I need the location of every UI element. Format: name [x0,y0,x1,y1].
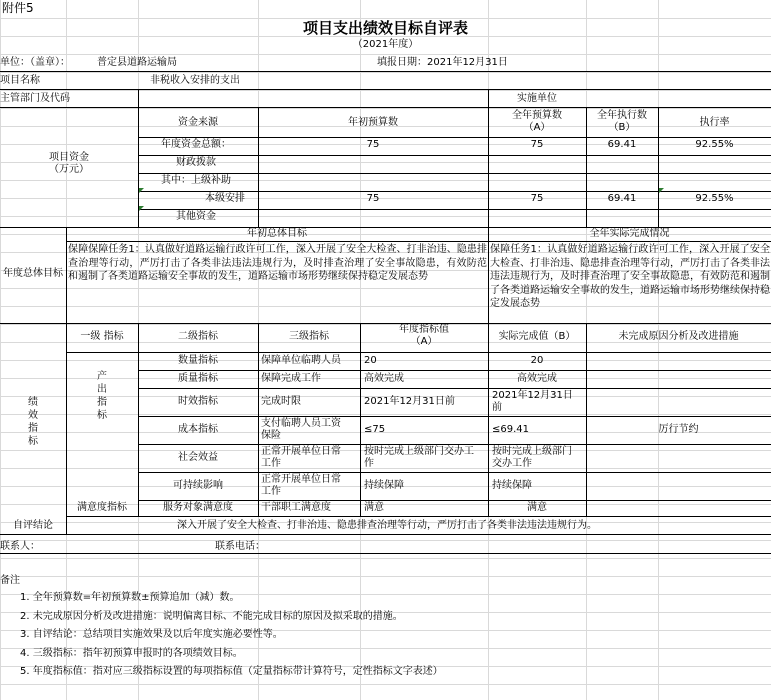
conclusion-label: 自评结论 [13,520,53,531]
fund-row-initial: 75 [366,139,380,150]
indicator-level2: 社会效益 [178,452,218,463]
indicator-level3: 保障完成工作 [261,373,321,384]
indicator-actual: 高效完成 [517,373,557,384]
goals-planned-header: 年初总体目标 [247,228,307,239]
fund-row-name: 其中：上级补助 [161,175,231,186]
dept-label: 主管部门及代码 [0,93,70,104]
impl-unit-label: 实施单位 [517,93,557,104]
indicator-target: 满意 [364,502,384,513]
ind-h-reason: 未完成原因分析及改进措施 [618,331,739,342]
goals-actual-header: 全年实际完成情况 [589,228,670,239]
fund-row-full: 75 [530,139,544,150]
project-name-value: 非税收入安排的支出 [150,75,240,86]
indicator-level2: 时效指标 [178,396,218,407]
ind-h-actual: 实际完成值（B） [498,331,576,342]
year-label: （2021年度） [352,39,419,50]
note-item: 4. 三级指标：指年初预算申报时的各项绩效目标。 [20,648,243,659]
indicator-actual: 满意 [527,502,547,513]
fund-row-initial: 75 [366,193,380,204]
indicator-level2: 服务对象满意度 [163,502,233,513]
ind-h-level3: 三级指标 [289,331,329,342]
indicator-level2: 数量指标 [178,355,218,366]
funds-col-rate: 执行率 [699,117,730,128]
funds-col-exec: 全年执行数 （B） [597,110,647,133]
indicator-reason: 厉行节约 [658,424,699,435]
fund-row-rate: 92.55% [695,139,734,150]
phone-label: 联系电话： [215,541,265,552]
note-item: 5. 年度指标值：指对应三级指标设置的每项指标值（定量指标带计算符号，定性指标文字表述） [20,666,443,677]
indicator-level2: 成本指标 [178,424,218,435]
indicator-target: 2021年12月31日前 [364,396,455,407]
indicator-level3: 干部职工满意度 [261,502,331,513]
indicator-level3: 支付临聘人员工资 保险 [261,418,341,441]
notes-title: 备注 [0,575,20,586]
page-title: 项目支出绩效目标自评表 [302,19,468,37]
note-item: 1. 全年预算数=年初预算数±预算追加（减）数。 [20,592,240,603]
fund-row-exec: 69.41 [607,193,637,204]
contact-label: 联系人： [0,541,40,552]
indicator-target: 高效完成 [364,373,404,384]
fund-row-name: 财政拨款 [176,157,216,168]
indicator-level3: 完成时限 [261,396,301,407]
indicator-actual: 2021年12月31日 前 [492,390,573,413]
fund-row-rate: 92.55% [695,193,734,204]
indicator-target: ≤75 [364,424,386,435]
indicator-level3: 正常开展单位日常 工作 [261,446,341,469]
fund-row-full: 75 [530,193,544,204]
indicator-actual: 按时完成上级部门 交办工作 [492,446,572,469]
indicator-level3: 正常开展单位日常 工作 [261,474,341,497]
ind-output-label: 产 出 指 标 [97,371,107,421]
indicator-actual: 持续保障 [492,480,532,491]
unit-value: 普定县道路运输局 [97,57,177,68]
ind-h-level1: 一级 指标 [80,331,124,342]
goals-planned-text: 保障保障任务1：认真做好道路运输行政许可工作，深入开展了安全大检查、打非治违、隐患排查治理等行动，严厉打击了各类非法违法违规行为，及时排查治理了安全事故隐患，有效防范和遏制了各类道路运输安全事故的发生，道路运输市场形势继续保持稳定发展态势 [68,244,487,282]
indicator-level2: 可持续影响 [173,480,223,491]
funds-col-source: 资金来源 [178,117,218,128]
goals-label: 年度总体目标 [3,268,63,279]
indicator-target: 20 [364,355,377,366]
funds-label: 项目资金 （万元） [49,152,89,175]
funds-col-initial: 年初预算数 [348,117,398,128]
indicators-label: 绩 效 指 标 [28,397,38,447]
goals-actual-text: 保障任务1：认真做好道路运输行政许可工作，深入开展了安全大检查、打非治违、隐患排查治理等行动，严厉打击了各类非法违法违规行为，及时排查治理了安全事故隐患，有效防范和遏制了各类道路运输安全事故的发生，道路运输市场形势继续保持稳定发展态势 [490,244,770,309]
fill-date: 填报日期：2021年12月31日 [377,57,508,68]
indicator-actual: 20 [530,355,544,366]
funds-col-full: 全年预算数 （A） [512,110,562,133]
fund-row-name: 其他资金 [176,211,216,222]
fund-row-name: 本级安排 [205,193,245,204]
ind-h-level2: 二级指标 [178,331,218,342]
unit-label: 单位：（盖章）： [0,57,70,68]
fund-row-name: 年度资金总额： [161,139,231,150]
ind-satisfaction-label: 满意度指标 [77,502,127,513]
conclusion-text: 深入开展了安全大检查、打非治违、隐患排查治理等行动，严厉打击了各类非法违法违规行为。 [177,520,597,531]
indicator-target: 持续保障 [364,480,404,491]
fund-row-exec: 69.41 [607,139,637,150]
note-item: 2. 未完成原因分析及改进措施：说明偏离目标、不能完成目标的原因及拟采取的措施。 [20,611,403,622]
ind-h-target: 年度指标值 （A） [399,324,449,347]
attachment-label: 附件5 [2,1,34,15]
indicator-actual: ≤69.41 [492,424,530,435]
indicator-target: 按时完成上级部门交办工 作 [364,446,474,469]
project-name-label: 项目名称 [0,75,40,86]
indicator-level3: 保障单位临聘人员 [261,355,341,366]
indicator-level2: 质量指标 [178,373,218,384]
note-item: 3. 自评结论：总结项目实施效果及以后年度实施必要性等。 [20,629,283,640]
